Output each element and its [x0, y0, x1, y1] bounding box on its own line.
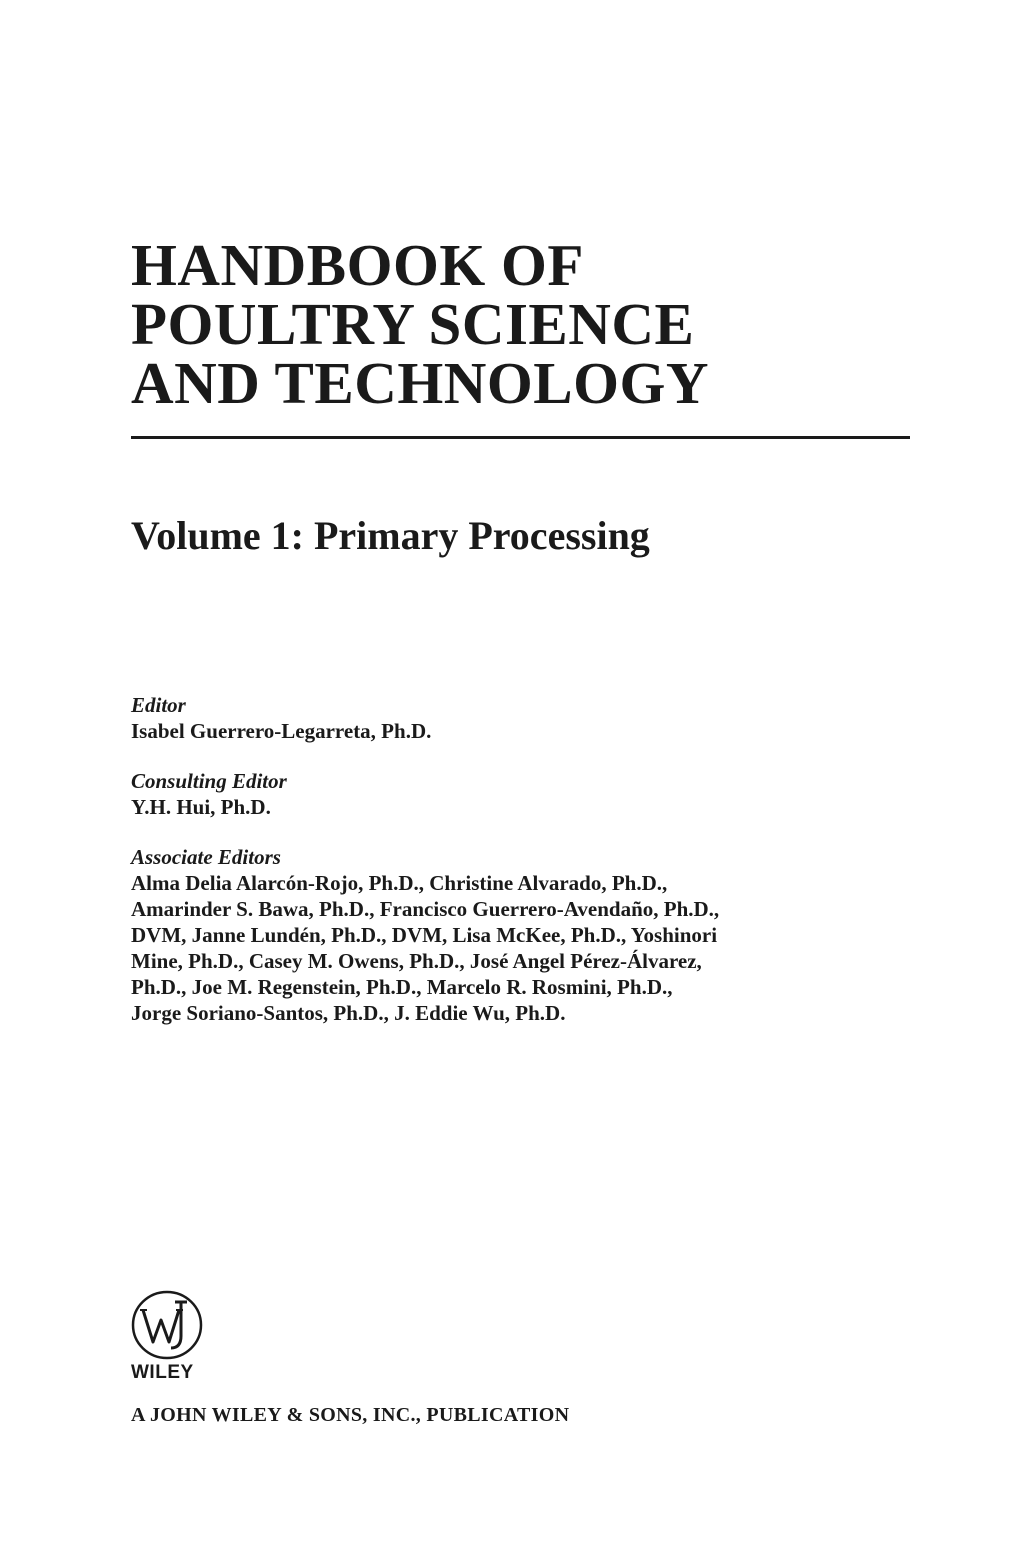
title-line-1: HANDBOOK OF: [131, 232, 584, 298]
associate-editors-line: Amarinder S. Bawa, Ph.D., Francisco Guerrero-Avendaño, Ph.D.,: [131, 897, 720, 921]
title-line-3: AND TECHNOLOGY: [131, 350, 709, 416]
title-block: [131, 232, 911, 416]
credits: [131, 692, 891, 1026]
consulting-editor-name: Y.H. Hui, Ph.D.: [131, 795, 271, 819]
editor-name: Isabel Guerrero-Legarreta, Ph.D.: [131, 719, 432, 743]
wiley-logo: [131, 1290, 205, 1384]
volume-title: Volume 1: Primary Processing: [131, 513, 650, 558]
consulting-editor-role: Consulting Editor: [131, 769, 287, 793]
associate-editors-role: Associate Editors: [131, 845, 281, 869]
associate-editors-line: DVM, Janne Lundén, Ph.D., DVM, Lisa McKee, Ph.D., Yoshinori: [131, 923, 718, 947]
associate-editors-line: Jorge Soriano-Santos, Ph.D., J. Eddie Wu, Ph.D.: [131, 1001, 566, 1025]
editor-role: Editor: [131, 693, 186, 717]
associate-editors-line: Ph.D., Joe M. Regenstein, Ph.D., Marcelo R. Rosmini, Ph.D.,: [131, 975, 673, 999]
associate-editors-line: Mine, Ph.D., Casey M. Owens, Ph.D., José Angel Pérez-Álvarez,: [131, 949, 702, 973]
publisher-line: A JOHN WILEY & SONS, INC., PUBLICATION: [131, 1404, 570, 1426]
wiley-logo-icon: [131, 1290, 203, 1360]
wiley-logo-text: WILEY: [131, 1362, 194, 1383]
title-divider: [131, 436, 910, 439]
title-line-2: POULTRY SCIENCE: [131, 291, 695, 357]
associate-editors-line: Alma Delia Alarcón-Rojo, Ph.D., Christine Alvarado, Ph.D.,: [131, 871, 668, 895]
